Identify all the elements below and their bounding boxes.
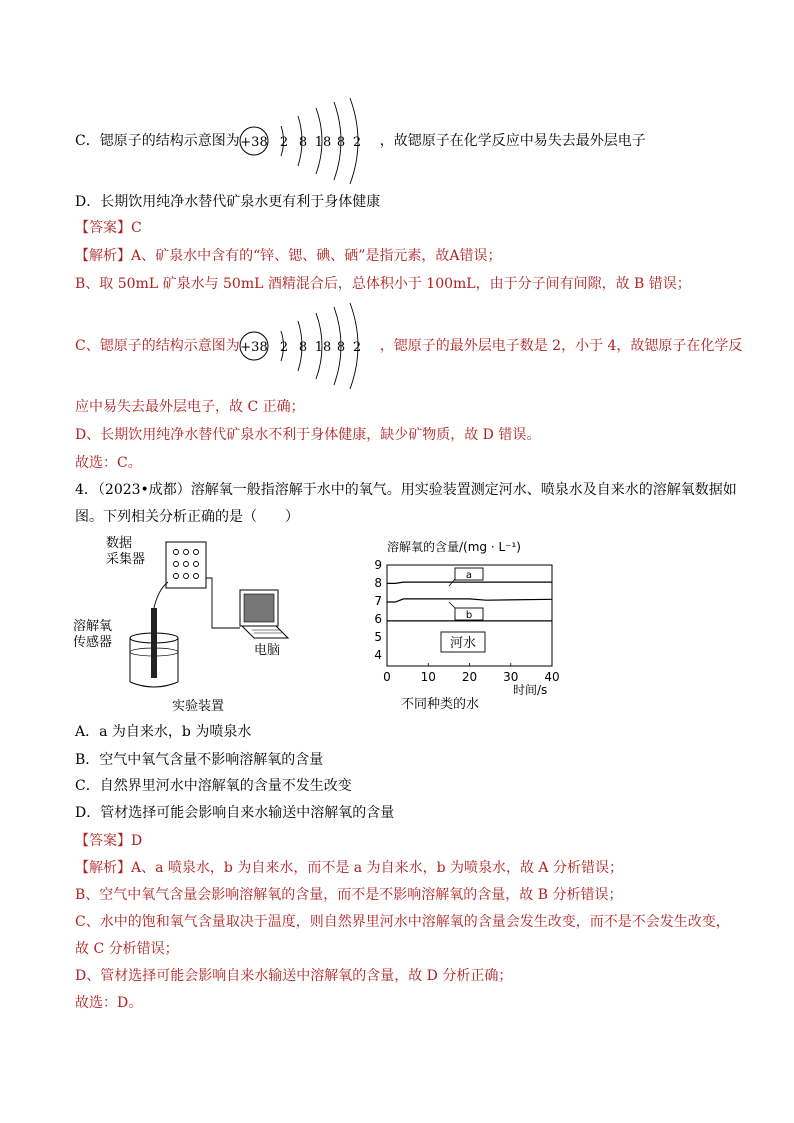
q3-conclusion: 故选：C。 (75, 455, 142, 471)
chart-title: 溶解氧的含量/(mg · L⁻¹) (387, 540, 521, 554)
shell-2: 8 (298, 340, 308, 355)
x-tick-label-4: 40 (544, 670, 560, 684)
data-collector-box (166, 542, 206, 588)
collector-label-2: 采集器 (106, 552, 146, 567)
computer-keyboard (242, 626, 288, 638)
q3-option-d: D．长期饮用纯净水替代矿泉水更有利于身体健康 (75, 194, 381, 210)
q4-option-c: C．自然界里河水中溶解氧的含量不发生改变 (75, 778, 352, 794)
x-tick-label-0: 0 (383, 670, 391, 684)
q3-analysis-b: B、取 50mL 矿泉水与 50mL 酒精混合后，总体积小于 100mL，由于分子间有间隙，故 B 错误； (75, 276, 691, 292)
q4-option-a: A．a 为自来水，b 为喷泉水 (75, 724, 252, 740)
q3-option-c: C．锶原子的结构示意图为 ，故锶原子在化学反应中易失去最外层电子 (75, 133, 646, 149)
sensor-label-2: 传感器 (73, 635, 113, 650)
series-line-0 (387, 582, 552, 583)
q4-analysis-c2: 故 C 分析错误； (75, 941, 179, 957)
q3-analysis-c-cont: 应中易失去最外层电子，故 C 正确； (75, 399, 305, 415)
q4-analysis-c1: C、水中的饱和氧气含量取决于温度，则自然界里河水中溶解氧的含量会发生改变，而不是不会发生改变， (75, 914, 730, 930)
legend-label-b: b (465, 610, 473, 621)
y-tick-label-0: 4 (374, 648, 382, 663)
q4-option-b: B．空气中氧气含量不影响溶解氧的含量 (75, 752, 324, 768)
x-axis-label: 时间/s (513, 683, 548, 697)
y-tick-label-4: 8 (374, 576, 382, 591)
apparatus-caption: 实验装置 (172, 699, 225, 714)
nucleus-charge: +38 (240, 340, 268, 355)
y-tick-label-2: 6 (374, 612, 382, 627)
y-tick-label-3: 7 (374, 594, 382, 609)
x-tick-label-2: 20 (461, 670, 478, 684)
x-tick-label-3: 30 (503, 670, 519, 684)
oxygen-sensor-probe (151, 608, 157, 678)
computer-label: 电脑 (254, 643, 281, 658)
q4-option-d: D．管材选择可能会影响自来水输送中溶解氧的含量 (75, 805, 395, 821)
q4-analysis-a: 【解析】A、a 喷泉水，b 为自来水，而不是 a 为自来水，b 为喷泉水，故 A 分析错误； (75, 860, 623, 876)
q4-stem-line1: 4．（2023•成都）溶解氧一般指溶解于水中的氧气。用实验装置测定河水、喷泉水及自来水的溶解氧数据如 (75, 482, 737, 498)
q3-answer: 【答案】C (75, 220, 142, 236)
legend-label-a: a (465, 570, 473, 581)
shell-5: 2 (352, 340, 362, 355)
shell-1: 2 (279, 340, 289, 355)
q4-analysis-b: B、空气中氧气含量会影响溶解氧的含量，而不是不影响溶解氧的含量，故 B 分析错误； (75, 887, 623, 903)
q4-conclusion: 故选：D。 (75, 995, 143, 1011)
strontium-atom-diagram-2 (236, 301, 376, 395)
collector-label-1: 数据 (106, 536, 133, 551)
q4-answer: 【答案】D (75, 833, 143, 849)
shell-5: 2 (352, 135, 362, 150)
shell-3: 18 (314, 135, 332, 150)
shell-2: 8 (298, 135, 308, 150)
y-tick-label-1: 5 (374, 630, 382, 645)
q3-analysis-d: D、长期饮用纯净水替代矿泉水不利于身体健康，缺少矿物质，故 D 错误。 (75, 427, 541, 443)
shell-4: 8 (336, 135, 346, 150)
shell-3: 18 (314, 340, 332, 355)
sensor-label-1: 溶解氧 (73, 619, 113, 634)
dissolved-oxygen-chart (355, 532, 575, 717)
legend-label-river: 河水 (449, 636, 477, 651)
strontium-atom-diagram-1 (236, 96, 376, 190)
q3-analysis-c: C、锶原子的结构示意图为 ，锶原子的最外层电子数是 2，小于 4，故锶原子在化学反 (75, 338, 743, 354)
apparatus-figure (70, 530, 350, 715)
nucleus-charge: +38 (240, 135, 268, 150)
shell-1: 2 (279, 135, 289, 150)
x-tick-label-1: 10 (420, 670, 436, 684)
chart-caption: 不同种类的水 (401, 697, 480, 712)
y-tick-label-5: 9 (374, 558, 382, 572)
series-line-1 (387, 599, 552, 602)
shell-4: 8 (336, 340, 346, 355)
computer-screen (244, 594, 274, 622)
q4-stem-line2: 图。下列相关分析正确的是（ ） (75, 509, 299, 525)
q3-analysis-a: 【解析】A、矿泉水中含有的“锌、锶、碘、硒”是指元素，故A错误； (75, 248, 502, 264)
q4-analysis-d: D、管材选择可能会影响自来水输送中溶解氧的含量，故 D 分析正确； (75, 968, 513, 984)
